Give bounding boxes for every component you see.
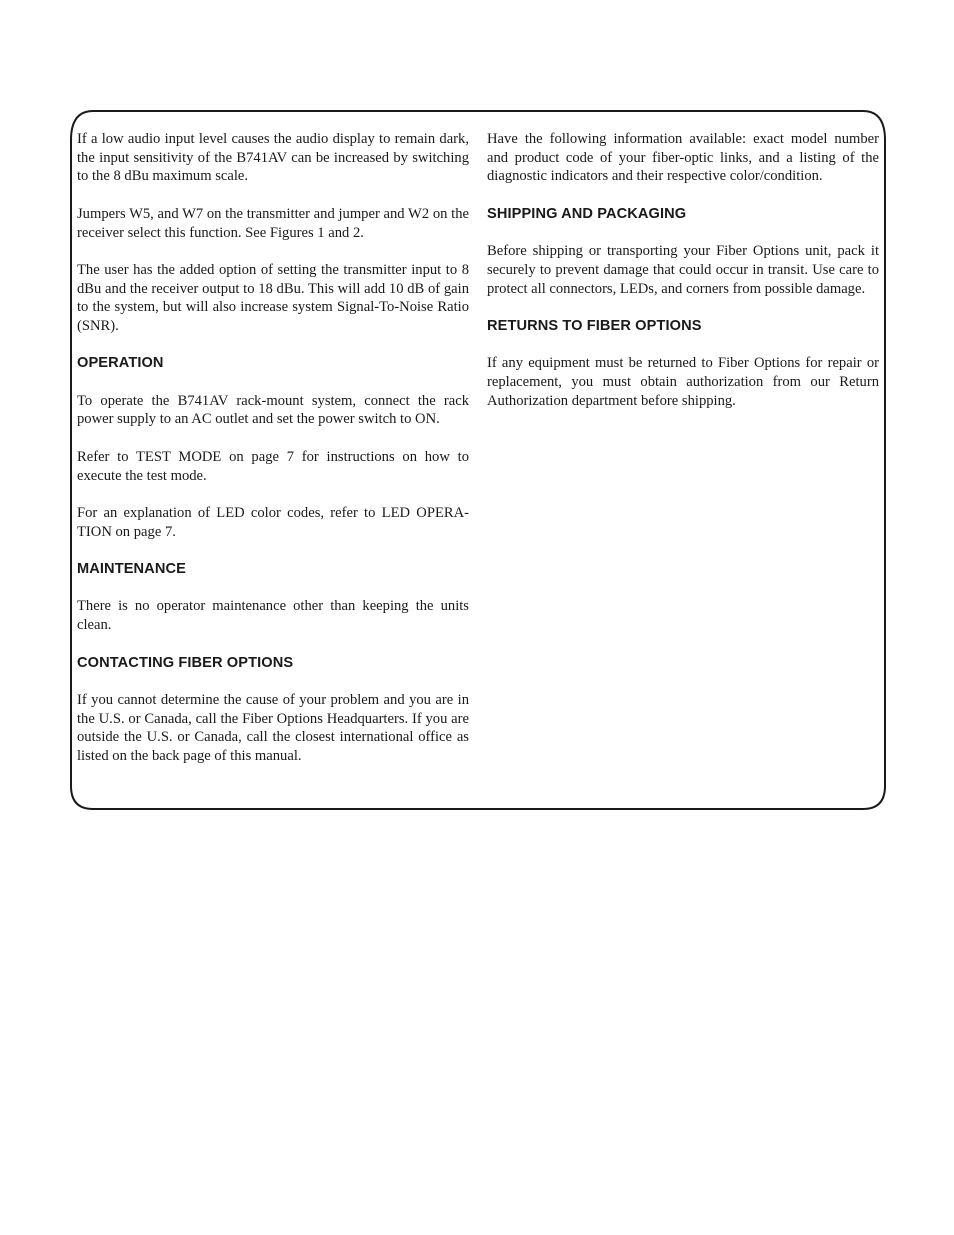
right-column (487, 130, 879, 410)
left-column (77, 130, 469, 766)
paragraph-info-available: Have the following information available: exact model number and product code of your fiber-optic links, and a listing of the diagnostic indicators and their respective color/condition. (487, 131, 879, 185)
paragraph-shipping: Before shipping or transporting your Fiber Options unit, pack it securely to prevent damage that could occur in transit. Use care to protect all connectors, LEDs, and corners from possible damage. (487, 243, 879, 297)
paragraph-jumpers: Jumpers W5, and W7 on the transmitter and jumper and W2 on the receiver select this function. See Figures 1 and 2. (77, 205, 469, 241)
paragraph-led-codes: For an explanation of LED color codes, refer to LED OPERA-TION on page 7. (77, 504, 469, 540)
paragraph-audio-level: If a low audio input level causes the audio display to remain dark, the input sensitivity of the B741AV can be increased by switching to the 8 dBu maximum scale. (77, 131, 469, 185)
paragraph-maintenance: There is no operator maintenance other than keeping the units clean. (77, 598, 469, 634)
heading-returns: RETURNS TO FIBER OPTIONS (487, 317, 702, 334)
heading-operation: OPERATION (77, 355, 164, 372)
paragraph-returns: If any equipment must be returned to Fiber Options for repair or replacement, you must obtain authorization from our Return Authorization department before shipping. (487, 355, 879, 409)
paragraph-operate: To operate the B741AV rack-mount system, connect the rack power supply to an AC outlet and set the power switch to ON. (77, 392, 469, 428)
paragraph-gain-option: The user has the added option of setting the transmitter input to 8 dBu and the receiver output to 18 dBu. This will add 10 dB of gain to the system, but will also increase system Signal-To-Noise Ratio (SNR). (77, 261, 469, 334)
heading-maintenance: MAINTENANCE (77, 561, 186, 578)
heading-contacting: CONTACTING FIBER OPTIONS (77, 654, 294, 671)
heading-shipping: SHIPPING AND PACKAGING (487, 205, 687, 222)
paragraph-contacting: If you cannot determine the cause of your problem and you are in the U.S. or Canada, call the Fiber Options Headquarters. If you are outside the U.S. or Canada, call the closest international office as listed on the back page of this manual. (77, 691, 469, 765)
paragraph-test-mode: Refer to TEST MODE on page 7 for instructions on how to execute the test mode. (77, 448, 469, 484)
